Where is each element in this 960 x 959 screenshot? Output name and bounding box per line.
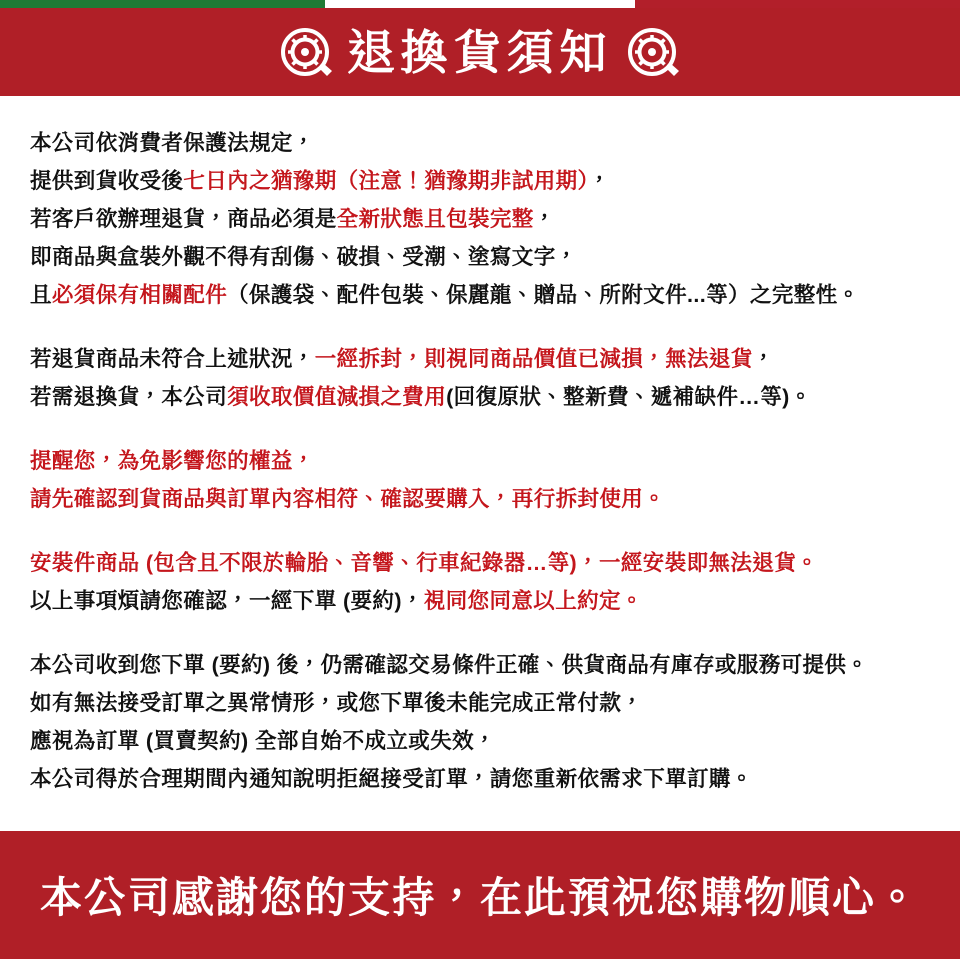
policy-paragraph <box>30 124 930 314</box>
policy-line <box>30 684 930 722</box>
policy-text-run: 若客戶欲辦理退貨，商品必須是 <box>30 207 337 231</box>
policy-line <box>30 162 930 200</box>
policy-text-run: 以上事項煩請您確認，一經下單 (要約)， <box>30 589 424 613</box>
policy-line <box>30 378 930 416</box>
policy-text-run: ， <box>588 169 611 193</box>
policy-text-emphasis: 視同您同意以上約定。 <box>423 589 643 613</box>
policy-text-emphasis: 必須保有相關配件 <box>51 283 228 307</box>
policy-line <box>30 760 930 798</box>
policy-text-emphasis: 七日內之猶豫期（注意！猶豫期非試用期） <box>183 169 589 193</box>
policy-line <box>30 124 930 162</box>
policy-text-emphasis: 全新狀態且包裝完整 <box>336 207 534 231</box>
policy-line <box>30 480 930 518</box>
policy-text-run: 本公司收到您下單 (要約) 後，仍需確認交易條件正確、供貨商品有庫存或服務可提供。 <box>30 653 869 677</box>
tire-icon <box>280 25 334 79</box>
policy-text-run: 且 <box>30 283 52 307</box>
policy-text-run: ， <box>533 207 556 231</box>
top-color-stripe <box>0 0 960 8</box>
policy-text-run: （保護袋、配件包裝、保麗龍、贈品、所附文件...等）之完整性。 <box>227 283 860 307</box>
policy-text-run: 如有無法接受訂單之異常情形，或您下單後未能完成正常付款， <box>30 691 644 715</box>
policy-text-emphasis: 提醒您，為免影響您的權益， <box>30 449 315 473</box>
policy-line <box>30 340 930 378</box>
tire-icon <box>627 25 681 79</box>
policy-text-run: 若退貨商品未符合上述狀況， <box>30 347 315 371</box>
paragraph-spacer <box>30 314 930 340</box>
stripe-green-segment <box>0 0 325 8</box>
page-header-banner <box>0 8 960 96</box>
paragraph-spacer <box>30 416 930 442</box>
policy-text-run: 本公司依消費者保護法規定， <box>30 131 315 155</box>
policy-text-emphasis: 安裝件商品 (包含且不限於輪胎、音響、行車紀錄器…等)，一經安裝即無法退貨。 <box>30 551 818 575</box>
stripe-red-segment <box>635 0 960 8</box>
policy-line <box>30 544 930 582</box>
policy-line <box>30 200 930 238</box>
policy-paragraph <box>30 544 930 620</box>
policy-line <box>30 276 930 314</box>
policy-paragraph <box>30 340 930 416</box>
policy-line <box>30 722 930 760</box>
policy-text-run: 提供到貨收受後 <box>30 169 184 193</box>
page-title: 退換貨須知 <box>347 25 613 79</box>
policy-text-run: ， <box>752 347 775 371</box>
policy-text-run: 本公司得於合理期間內通知說明拒絕接受訂單，請您重新依需求下單訂購。 <box>30 767 753 791</box>
policy-line <box>30 646 930 684</box>
policy-line <box>30 582 930 620</box>
policy-line <box>30 442 930 480</box>
policy-text-content <box>0 96 960 808</box>
footer-banner <box>0 831 960 959</box>
policy-text-run: 即商品與盒裝外觀不得有刮傷、破損、受潮、塗寫文字， <box>30 245 578 269</box>
policy-text-emphasis: 請先確認到貨商品與訂單內容相符、確認要購入，再行拆封使用。 <box>30 487 666 511</box>
policy-text-run: (回復原狀、整新費、遞補缺件…等)。 <box>446 385 812 409</box>
footer-message: 本公司感謝您的支持，在此預祝您購物順心。 <box>39 874 920 921</box>
stripe-white-segment <box>325 0 635 8</box>
policy-text-run: 應視為訂單 (買賣契約) 全部自始不成立或失效， <box>30 729 496 753</box>
policy-paragraph <box>30 646 930 798</box>
policy-text-emphasis: 一經拆封，則視同商品價值已減損，無法退貨 <box>314 347 753 371</box>
policy-text-run: 若需退換貨，本公司 <box>30 385 228 409</box>
paragraph-spacer <box>30 518 930 544</box>
policy-line <box>30 238 930 276</box>
policy-paragraph <box>30 442 930 518</box>
policy-text-emphasis: 須收取價值減損之費用 <box>227 385 447 409</box>
paragraph-spacer <box>30 620 930 646</box>
